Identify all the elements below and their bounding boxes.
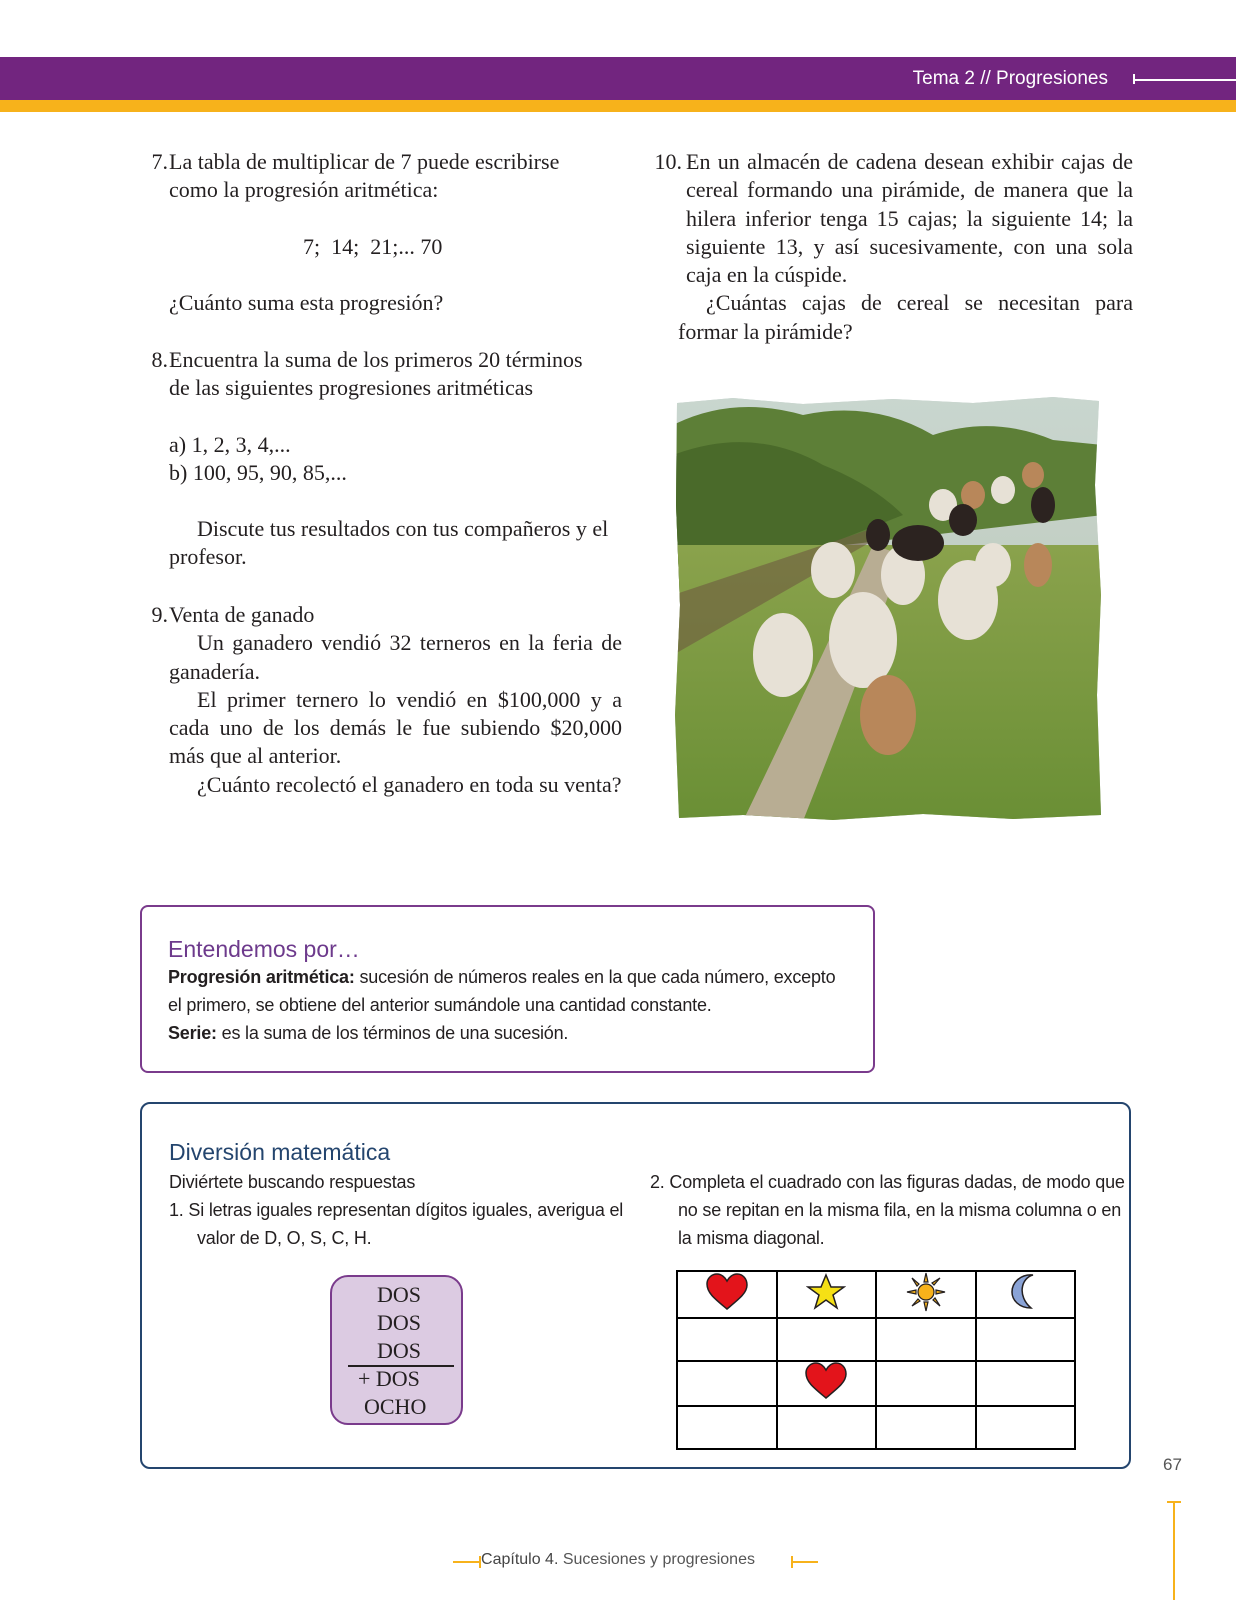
problem-number: 8. bbox=[151, 347, 168, 372]
grid-cell[interactable] bbox=[677, 1361, 777, 1406]
problem-number: 9. bbox=[151, 602, 168, 627]
problem-title: Venta de ganado bbox=[169, 602, 315, 627]
definition-series: es la suma de los términos de una sucesión. bbox=[216, 1023, 569, 1043]
chapter-number: Capítulo 4. bbox=[481, 1551, 559, 1568]
question: ¿Cuánto suma esta progresión? bbox=[169, 289, 444, 315]
term-series: Serie: bbox=[168, 1023, 217, 1043]
problem-8 bbox=[138, 346, 628, 572]
puzzle-1-text: 1. Si letras iguales representan dígitos iguales, averigua el valor de D, O, S, C, H. bbox=[169, 1200, 624, 1248]
term-arithmetic-progression: Progresión aritmética: bbox=[168, 967, 355, 987]
option-a: a) 1, 2, 3, 4,... bbox=[169, 431, 291, 457]
problem-text-line: de las siguientes progresiones aritméticas bbox=[169, 375, 534, 401]
problem-number: 10. bbox=[654, 149, 682, 174]
grid-cell[interactable] bbox=[677, 1406, 777, 1449]
math-fun-heading: Diversión matemática bbox=[169, 1139, 391, 1165]
chapter-footer bbox=[0, 1551, 1236, 1569]
sun-icon bbox=[906, 1272, 946, 1312]
star-icon bbox=[806, 1273, 846, 1311]
addend-line: DOS bbox=[377, 1310, 422, 1335]
grid-cell[interactable] bbox=[876, 1406, 976, 1449]
problem-text-line: Encuentra la suma de los primeros 20 términos bbox=[169, 347, 583, 372]
math-fun-intro: Diviértete buscando respuestas bbox=[169, 1172, 416, 1192]
grid-cell[interactable] bbox=[677, 1318, 777, 1361]
chapter-title: Sucesiones y progresiones bbox=[558, 1551, 755, 1568]
problem-text-line: La tabla de multiplicar de 7 puede escribirse bbox=[169, 149, 560, 174]
definition-arithmetic-progression: sucesión de números reales en la que cada número, excepto el primero, se obtiene del anterior sumándole una cantidad constante. bbox=[168, 967, 836, 1015]
problem-text: En un almacén de cadena desean exhibir cajas de cereal formando una pirámide, de manera que la hilera inferior tenga 15 cajas; la siguiente 14; la siguiente 13, y así sucesivamente, con una sola caja en la cúspide. bbox=[686, 149, 1133, 288]
sequence: 7; 14; 21;... 70 bbox=[303, 233, 443, 259]
problem-paragraph: El primer ternero lo vendió en $100,000 y a cada uno de los demás le fue subiendo $20,000 más que al anterior. bbox=[169, 686, 622, 769]
grid-cell[interactable] bbox=[876, 1361, 976, 1406]
problem-paragraph: Un ganadero vendió 32 terneros en la feria de ganadería. bbox=[169, 630, 622, 684]
header-accent-stripe bbox=[0, 100, 1236, 112]
discussion-note: Discute tus resultados con tus compañeros y el profesor. bbox=[169, 516, 609, 570]
addend-line: DOS bbox=[377, 1282, 422, 1307]
definitions-text bbox=[168, 963, 848, 1047]
grid-cell[interactable] bbox=[677, 1271, 777, 1318]
sum-result: OCHO bbox=[364, 1394, 427, 1419]
grid-cell[interactable] bbox=[976, 1271, 1076, 1318]
question: ¿Cuántas cajas de cereal se necesitan para formar la pirámide? bbox=[678, 290, 1133, 344]
footer-rule-right bbox=[791, 1561, 818, 1563]
problem-10 bbox=[648, 148, 1133, 346]
grid-cell[interactable] bbox=[777, 1361, 877, 1406]
definitions-box bbox=[140, 905, 875, 1073]
grid-cell[interactable] bbox=[777, 1271, 877, 1318]
figures-grid bbox=[676, 1270, 1076, 1450]
grid-cell[interactable] bbox=[876, 1318, 976, 1361]
problem-7 bbox=[138, 148, 628, 317]
problem-text-line: como la progresión aritmética: bbox=[169, 177, 439, 203]
moon-icon bbox=[1007, 1272, 1043, 1312]
question: ¿Cuánto recolectó el ganadero en toda su venta? bbox=[197, 771, 622, 797]
grid-cell[interactable] bbox=[976, 1406, 1076, 1449]
problem-number: 7. bbox=[151, 149, 168, 174]
grid-cell[interactable] bbox=[876, 1271, 976, 1318]
topic-title: Tema 2 // Progresiones bbox=[912, 68, 1108, 89]
page-number: 67 bbox=[1163, 1455, 1182, 1474]
grid-cell[interactable] bbox=[777, 1318, 877, 1361]
grid-cell[interactable] bbox=[777, 1406, 877, 1449]
puzzle-2-text: 2. Completa el cuadrado con las figuras dadas, de modo que no se repitan en la misma fila, en la misma columna o en la misma diagonal. bbox=[650, 1172, 1125, 1248]
addend-line: DOS bbox=[377, 1338, 422, 1363]
option-b: b) 100, 95, 90, 85,... bbox=[169, 459, 347, 485]
grid-cell[interactable] bbox=[976, 1318, 1076, 1361]
heart-icon bbox=[705, 1273, 749, 1311]
addend-line: + DOS bbox=[358, 1366, 420, 1391]
grid-cell[interactable] bbox=[976, 1361, 1076, 1406]
heart-icon bbox=[804, 1362, 848, 1400]
problem-9 bbox=[138, 601, 622, 799]
addition-puzzle bbox=[330, 1275, 463, 1425]
cattle-photo bbox=[673, 395, 1103, 821]
header-rule bbox=[1134, 79, 1236, 81]
definitions-heading: Entendemos por… bbox=[168, 936, 360, 962]
